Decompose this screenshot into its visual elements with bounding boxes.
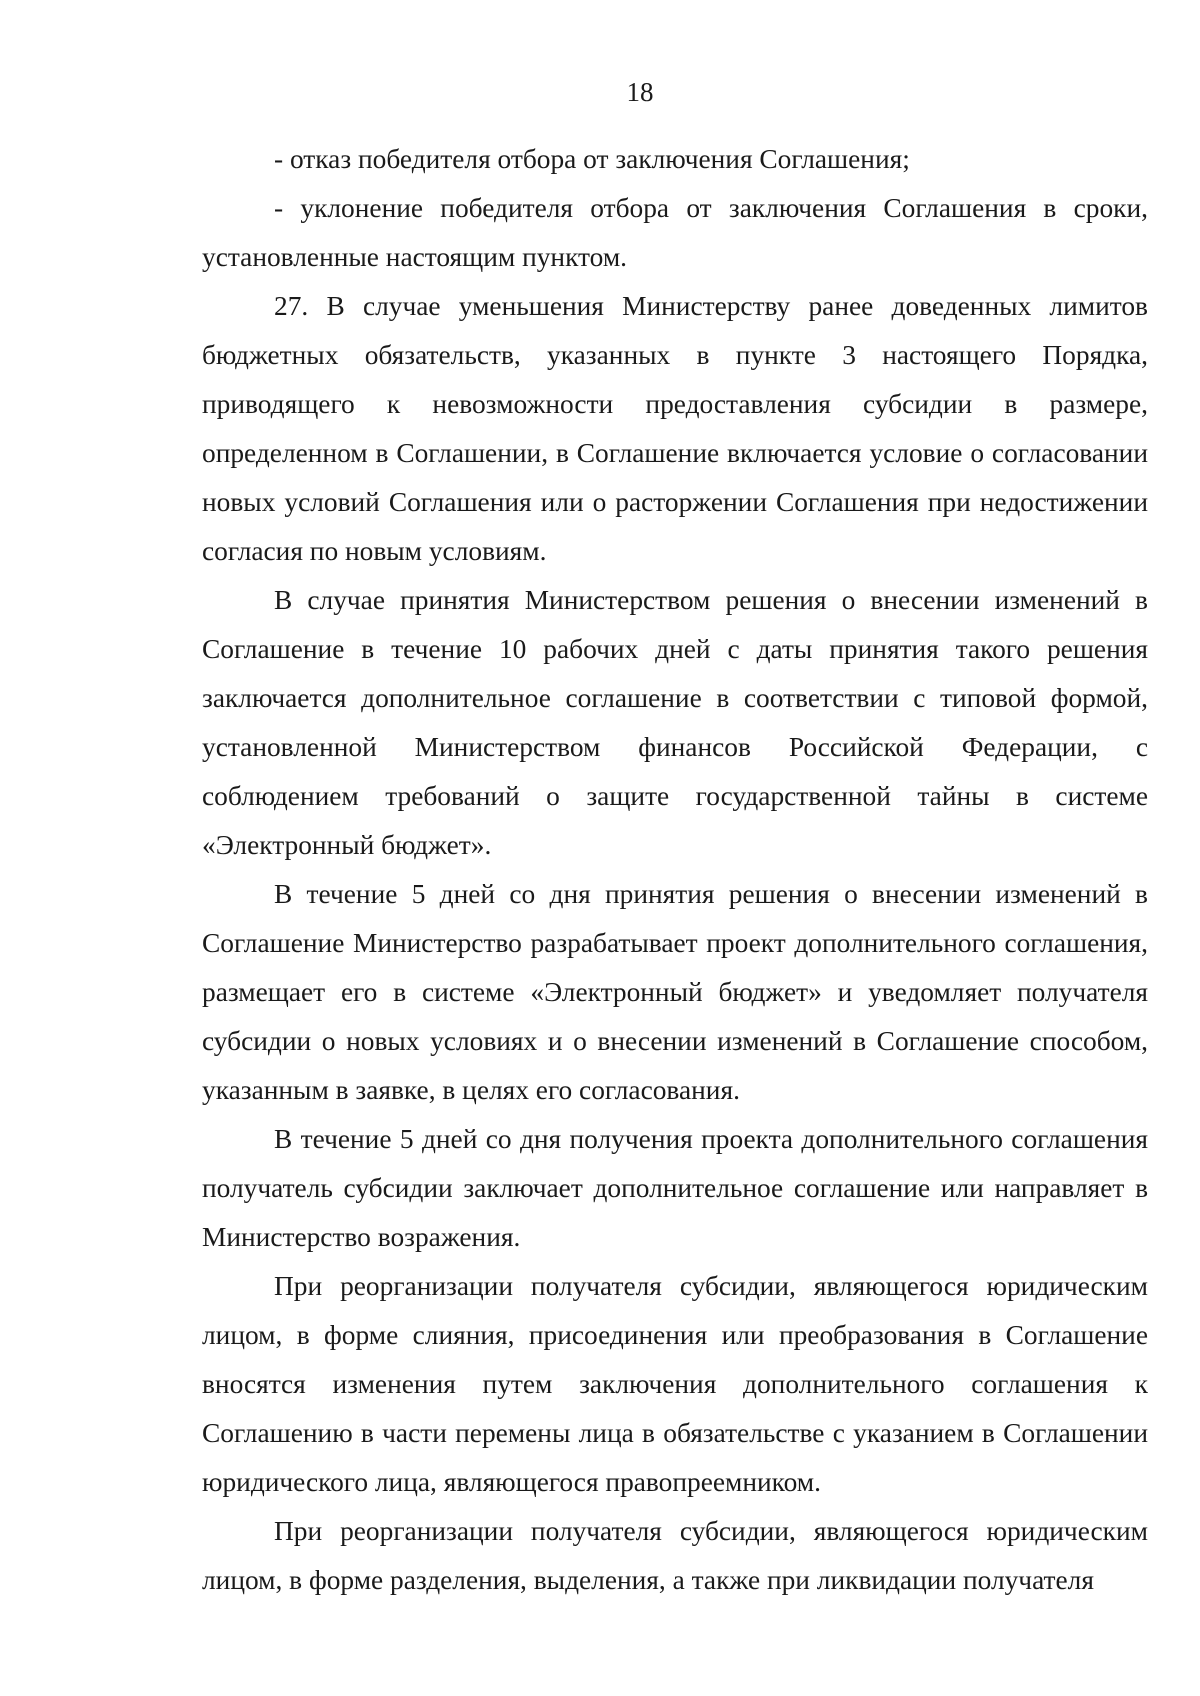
page-number: 18 (626, 77, 654, 107)
paragraph-refusal: - отказ победителя отбора от заключения Соглашения; (274, 144, 910, 174)
paragraph-clause-27: 27. В случае уменьшения Министерству ранее доведенных лимитов бюджетных обязательств, указанных в пункте 3 настоящего Порядка, приводящего к невозможности предоставления субсидии в размере, определенном в Соглашении, в Соглашение включается условие о согласовании новых условий Соглашения или о расторжении Соглашения при недостижении согласия по новым условиям. (202, 291, 1148, 566)
paragraph-amendment-decision: В случае принятия Министерством решения о внесении изменений в Соглашение в течение 10 рабочих дней с даты принятия такого решения заключается дополнительное соглашение в соответствии с типовой формой, установленной Министерством финансов Российской Федерации, с соблюдением требований о защите государственной тайны в системе «Электронный бюджет». (202, 585, 1148, 860)
document-body (202, 135, 1148, 1605)
paragraph-evasion: - уклонение победителя отбора от заключения Соглашения в сроки, установленные настоящим пунктом. (202, 193, 1148, 272)
paragraph-reorganization-merger: При реорганизации получателя субсидии, являющегося юридическим лицом, в форме слияния, присоединения или преобразования в Соглашение вносятся изменения путем заключения дополнительного соглашения к Соглашению в части перемены лица в обязательстве с указанием в Соглашении юридического лица, являющегося правопреемником. (202, 1271, 1148, 1497)
paragraph-reorganization-division: При реорганизации получателя субсидии, являющегося юридическим лицом, в форме разделения, выделения, а также при ликвидации получателя (202, 1516, 1148, 1595)
paragraph-recipient-response: В течение 5 дней со дня получения проекта дополнительного соглашения получатель субсидии заключает дополнительное соглашение или направляет в Министерство возражения. (202, 1124, 1148, 1252)
paragraph-ministry-draft: В течение 5 дней со дня принятия решения о внесении изменений в Соглашение Министерство разрабатывает проект дополнительного соглашения, размещает его в системе «Электронный бюджет» и уведомляет получателя субсидии о новых условиях и о внесении изменений в Соглашение способом, указанным в заявке, в целях его согласования. (202, 879, 1148, 1105)
